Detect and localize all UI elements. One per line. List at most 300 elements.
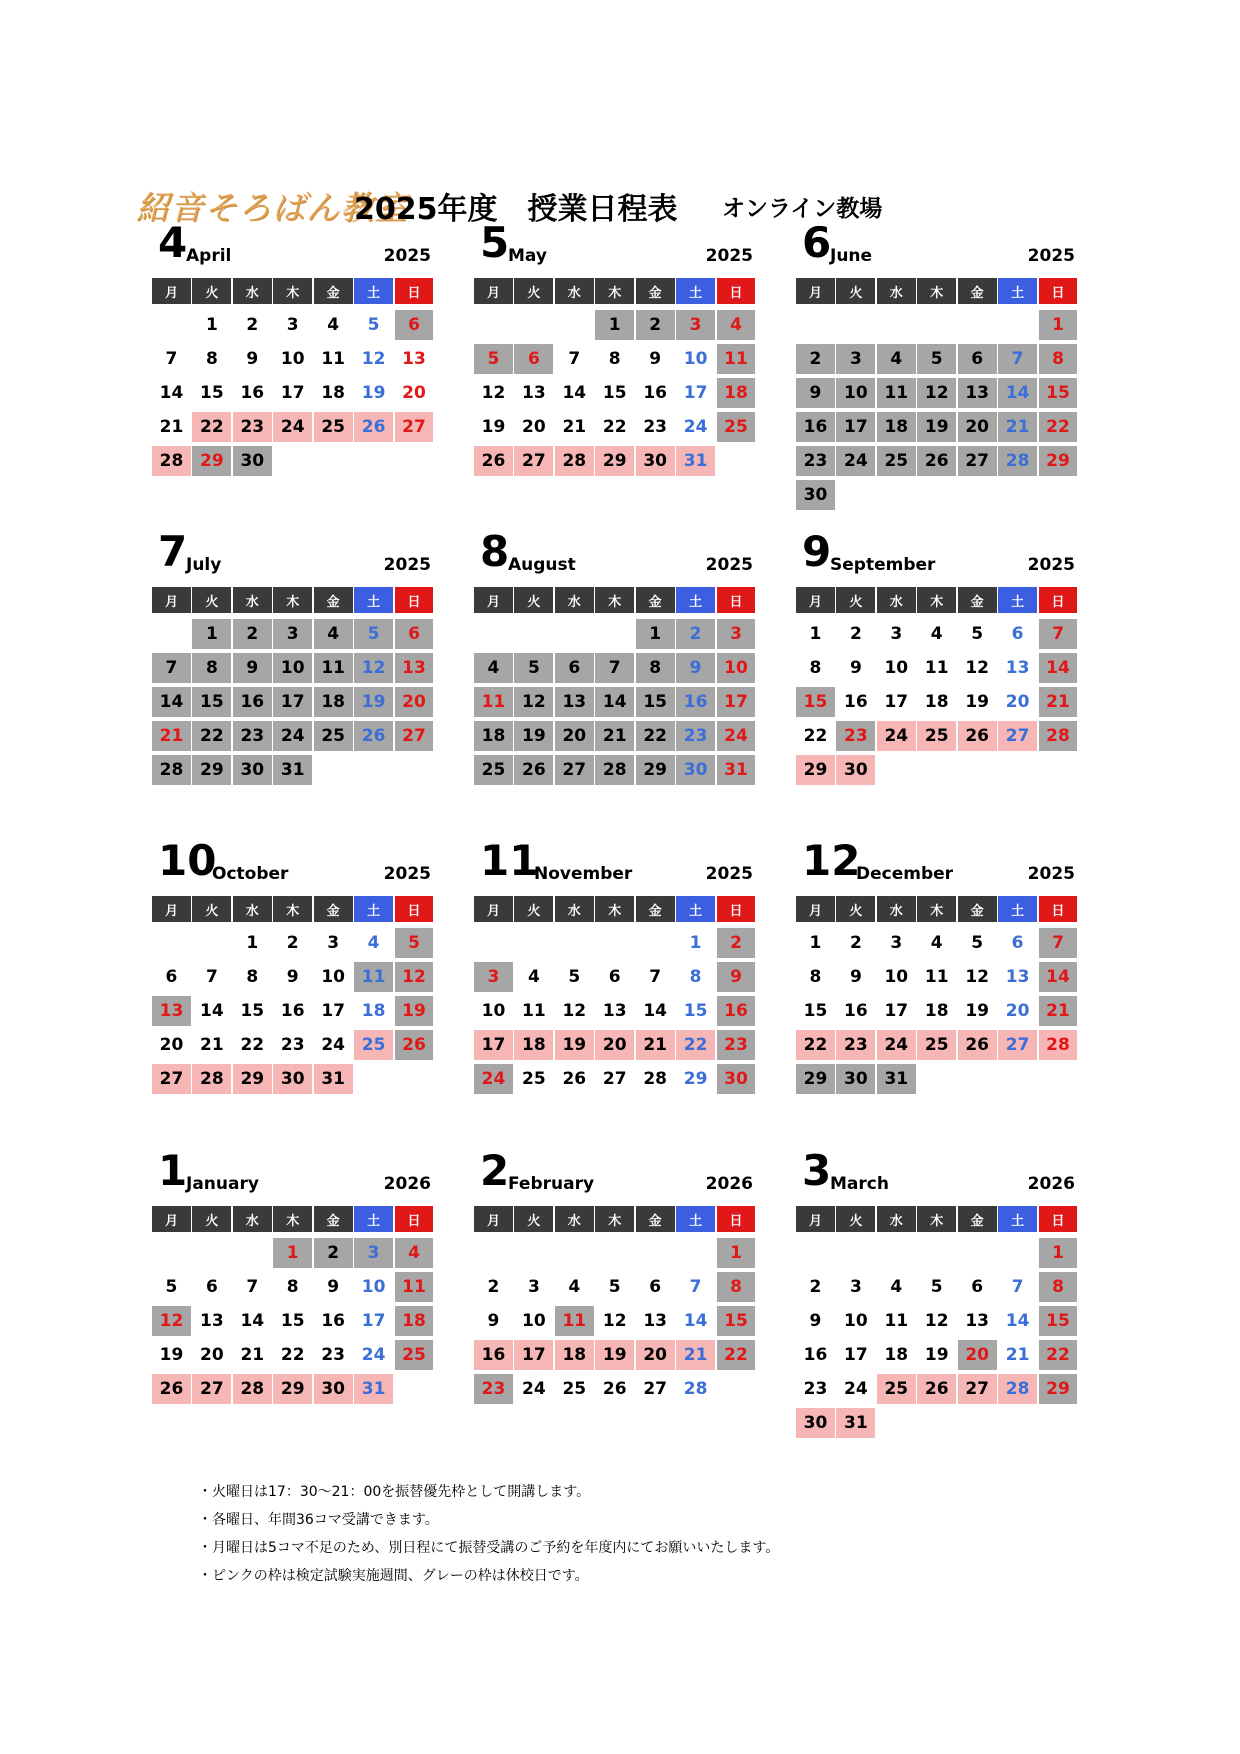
empty-cell bbox=[1039, 755, 1078, 785]
empty-cell bbox=[514, 928, 553, 958]
month-header bbox=[152, 838, 435, 890]
week-row bbox=[796, 310, 1079, 340]
month-november bbox=[474, 838, 757, 1098]
weekday-header: 土 bbox=[354, 896, 393, 922]
day-cell: 24 bbox=[273, 721, 312, 751]
day-cell: 25 bbox=[314, 721, 353, 751]
week-row bbox=[152, 1238, 435, 1268]
week-row bbox=[474, 1306, 757, 1336]
week-row bbox=[796, 962, 1079, 992]
day-cell: 11 bbox=[474, 687, 513, 717]
month-year: 2025 bbox=[705, 246, 753, 266]
day-cell: 5 bbox=[971, 624, 984, 644]
week-row bbox=[474, 928, 757, 958]
weekday-header: 水 bbox=[555, 896, 594, 922]
week-row bbox=[474, 412, 757, 442]
week-row bbox=[474, 755, 757, 785]
day-cell: 28 bbox=[555, 446, 594, 476]
weekday-header: 日 bbox=[1039, 896, 1078, 922]
day-cell: 15 bbox=[200, 383, 224, 403]
day-cell: 8 bbox=[192, 653, 231, 683]
month-year: 2025 bbox=[705, 864, 753, 884]
day-cell: 30 bbox=[233, 755, 272, 785]
day-cell: 2 bbox=[809, 1277, 822, 1297]
weekday-header: 水 bbox=[233, 587, 272, 613]
day-cell: 13 bbox=[602, 1001, 627, 1021]
day-cell: 8 bbox=[1039, 344, 1078, 374]
day-cell: 20 bbox=[1005, 1001, 1030, 1021]
day-cell: 11 bbox=[321, 349, 345, 369]
day-cell: 14 bbox=[683, 1311, 708, 1331]
weekday-header: 土 bbox=[354, 278, 393, 304]
day-cell: 8 bbox=[205, 349, 218, 369]
day-cell: 30 bbox=[836, 755, 875, 785]
day-cell: 13 bbox=[395, 653, 434, 683]
day-cell: 4 bbox=[930, 624, 943, 644]
month-march bbox=[796, 1148, 1079, 1442]
month-header bbox=[152, 220, 435, 272]
week-row bbox=[796, 1030, 1079, 1060]
week-row bbox=[152, 412, 435, 442]
day-cell: 16 bbox=[796, 412, 835, 442]
empty-cell bbox=[877, 310, 916, 340]
day-cell: 4 bbox=[327, 315, 340, 335]
day-cell: 4 bbox=[890, 1277, 903, 1297]
weekday-header: 日 bbox=[395, 1206, 434, 1232]
day-cell: 11 bbox=[877, 378, 916, 408]
day-cell: 22 bbox=[240, 1035, 265, 1055]
empty-cell bbox=[998, 480, 1037, 510]
weekday-header: 月 bbox=[474, 1206, 513, 1232]
week-row bbox=[474, 446, 757, 476]
day-cell: 4 bbox=[717, 310, 756, 340]
day-cell: 13 bbox=[555, 687, 594, 717]
day-cell: 22 bbox=[717, 1340, 756, 1370]
day-cell: 16 bbox=[321, 1311, 345, 1331]
day-cell: 18 bbox=[924, 692, 949, 712]
day-cell: 15 bbox=[717, 1306, 756, 1336]
day-cell: 23 bbox=[233, 721, 272, 751]
weekday-header: 金 bbox=[314, 1206, 353, 1232]
day-cell: 8 bbox=[809, 967, 822, 987]
month-days-grid bbox=[796, 1206, 1079, 1438]
empty-cell bbox=[474, 619, 513, 649]
day-cell: 21 bbox=[152, 721, 191, 751]
empty-cell bbox=[395, 446, 434, 476]
day-cell: 3 bbox=[286, 315, 299, 335]
empty-cell bbox=[192, 1238, 231, 1268]
day-cell: 21 bbox=[595, 721, 634, 751]
empty-cell bbox=[555, 619, 594, 649]
day-cell: 28 bbox=[683, 1379, 708, 1399]
month-year: 2025 bbox=[383, 864, 431, 884]
day-cell: 17 bbox=[361, 1311, 386, 1331]
day-cell: 29 bbox=[233, 1064, 272, 1094]
day-cell: 24 bbox=[273, 412, 312, 442]
weekday-header: 月 bbox=[152, 1206, 191, 1232]
day-cell: 24 bbox=[522, 1379, 546, 1399]
day-cell: 10 bbox=[836, 378, 875, 408]
week-row bbox=[474, 962, 757, 992]
empty-cell bbox=[836, 480, 875, 510]
day-cell: 1 bbox=[689, 933, 702, 953]
week-row bbox=[152, 619, 435, 649]
month-september bbox=[796, 529, 1079, 789]
month-number: 4 bbox=[158, 218, 188, 267]
weekday-header: 金 bbox=[958, 1206, 997, 1232]
day-cell: 7 bbox=[998, 344, 1037, 374]
empty-cell bbox=[636, 1238, 675, 1268]
day-cell: 23 bbox=[643, 417, 667, 437]
day-cell: 9 bbox=[246, 349, 259, 369]
week-row bbox=[474, 1030, 757, 1060]
day-cell: 3 bbox=[354, 1238, 393, 1268]
empty-cell bbox=[595, 928, 634, 958]
empty-cell bbox=[917, 755, 956, 785]
week-row bbox=[474, 1064, 757, 1094]
week-row bbox=[796, 619, 1079, 649]
day-cell: 24 bbox=[683, 417, 708, 437]
weekday-header: 金 bbox=[958, 278, 997, 304]
weekday-header: 月 bbox=[796, 1206, 835, 1232]
day-cell: 27 bbox=[958, 446, 997, 476]
day-cell: 10 bbox=[273, 653, 312, 683]
day-cell: 8 bbox=[636, 653, 675, 683]
empty-cell bbox=[958, 480, 997, 510]
weekday-header: 金 bbox=[636, 896, 675, 922]
weekday-header: 木 bbox=[595, 278, 634, 304]
week-row bbox=[474, 721, 757, 751]
week-row bbox=[474, 687, 757, 717]
day-cell: 28 bbox=[192, 1064, 231, 1094]
empty-cell bbox=[836, 310, 875, 340]
month-name: December bbox=[856, 864, 954, 884]
empty-cell bbox=[958, 1238, 997, 1268]
week-row bbox=[152, 1340, 435, 1370]
month-number: 5 bbox=[480, 218, 510, 267]
month-header bbox=[152, 529, 435, 581]
day-cell: 18 bbox=[555, 1340, 594, 1370]
weekday-header: 木 bbox=[273, 587, 312, 613]
empty-cell bbox=[555, 310, 594, 340]
weekday-header: 木 bbox=[595, 1206, 634, 1232]
day-cell: 12 bbox=[917, 378, 956, 408]
day-cell: 10 bbox=[884, 967, 909, 987]
day-cell: 11 bbox=[924, 967, 949, 987]
month-header bbox=[474, 220, 757, 272]
weekday-header: 日 bbox=[1039, 1206, 1078, 1232]
empty-cell bbox=[998, 310, 1037, 340]
day-cell: 25 bbox=[314, 412, 353, 442]
week-row bbox=[474, 1272, 757, 1302]
day-cell: 22 bbox=[192, 721, 231, 751]
day-cell: 12 bbox=[152, 1306, 191, 1336]
day-cell: 15 bbox=[803, 1001, 828, 1021]
day-cell: 27 bbox=[998, 1030, 1037, 1060]
week-row bbox=[796, 480, 1079, 510]
week-row bbox=[474, 619, 757, 649]
week-row bbox=[474, 996, 757, 1026]
weekday-header: 木 bbox=[273, 896, 312, 922]
week-row bbox=[796, 928, 1079, 958]
day-cell: 24 bbox=[877, 1030, 916, 1060]
weekday-header: 火 bbox=[192, 278, 231, 304]
weekday-header-row bbox=[474, 587, 757, 613]
day-cell: 18 bbox=[474, 721, 513, 751]
week-row bbox=[796, 996, 1079, 1026]
day-cell: 27 bbox=[998, 721, 1037, 751]
day-cell: 17 bbox=[884, 1001, 909, 1021]
week-row bbox=[152, 344, 435, 374]
day-cell: 6 bbox=[395, 619, 434, 649]
day-cell: 1 bbox=[273, 1238, 312, 1268]
day-cell: 7 bbox=[205, 967, 218, 987]
day-cell: 21 bbox=[998, 412, 1037, 442]
week-row bbox=[796, 687, 1079, 717]
day-cell: 20 bbox=[636, 1340, 675, 1370]
empty-cell bbox=[354, 755, 393, 785]
day-cell: 30 bbox=[796, 1408, 835, 1438]
month-august bbox=[474, 529, 757, 789]
day-cell: 13 bbox=[522, 383, 546, 403]
week-row bbox=[152, 446, 435, 476]
month-name: November bbox=[534, 864, 633, 884]
day-cell: 2 bbox=[636, 310, 675, 340]
day-cell: 13 bbox=[402, 349, 426, 369]
day-cell: 3 bbox=[849, 1277, 862, 1297]
day-cell: 2 bbox=[676, 619, 715, 649]
day-cell: 7 bbox=[595, 653, 634, 683]
day-cell: 2 bbox=[717, 928, 756, 958]
weekday-header: 水 bbox=[233, 896, 272, 922]
day-cell: 24 bbox=[717, 721, 756, 751]
day-cell: 7 bbox=[165, 349, 178, 369]
day-cell: 12 bbox=[395, 962, 434, 992]
weekday-header: 月 bbox=[474, 896, 513, 922]
day-cell: 6 bbox=[514, 344, 553, 374]
day-cell: 1 bbox=[192, 619, 231, 649]
empty-cell bbox=[273, 446, 312, 476]
week-row bbox=[152, 1030, 435, 1060]
empty-cell bbox=[192, 928, 231, 958]
month-name: January bbox=[186, 1174, 259, 1194]
day-cell: 25 bbox=[354, 1030, 393, 1060]
weekday-header: 火 bbox=[192, 896, 231, 922]
month-year: 2025 bbox=[1027, 555, 1075, 575]
weekday-header-row bbox=[474, 896, 757, 922]
day-cell: 30 bbox=[273, 1064, 312, 1094]
day-cell: 20 bbox=[522, 417, 546, 437]
weekday-header: 月 bbox=[474, 278, 513, 304]
week-row bbox=[152, 1272, 435, 1302]
week-row bbox=[474, 310, 757, 340]
weekday-header: 水 bbox=[877, 278, 916, 304]
week-row bbox=[474, 1238, 757, 1268]
month-number: 9 bbox=[802, 527, 832, 576]
day-cell: 4 bbox=[568, 1277, 581, 1297]
weekday-header: 日 bbox=[717, 587, 756, 613]
week-row bbox=[796, 344, 1079, 374]
day-cell: 8 bbox=[1039, 1272, 1078, 1302]
day-cell: 15 bbox=[636, 687, 675, 717]
week-row bbox=[152, 687, 435, 717]
weekday-header: 土 bbox=[998, 587, 1037, 613]
day-cell: 9 bbox=[809, 1311, 822, 1331]
day-cell: 20 bbox=[395, 687, 434, 717]
day-cell: 6 bbox=[395, 310, 434, 340]
day-cell: 2 bbox=[796, 344, 835, 374]
day-cell: 30 bbox=[314, 1374, 353, 1404]
day-cell: 3 bbox=[890, 933, 903, 953]
day-cell: 27 bbox=[643, 1379, 667, 1399]
day-cell: 23 bbox=[676, 721, 715, 751]
weekday-header: 土 bbox=[676, 1206, 715, 1232]
day-cell: 7 bbox=[1039, 928, 1078, 958]
day-cell: 24 bbox=[321, 1035, 345, 1055]
day-cell: 29 bbox=[796, 755, 835, 785]
day-cell: 28 bbox=[998, 1374, 1037, 1404]
day-cell: 26 bbox=[354, 412, 393, 442]
day-cell: 8 bbox=[689, 967, 702, 987]
weekday-header: 水 bbox=[233, 1206, 272, 1232]
weekday-header-row bbox=[796, 896, 1079, 922]
day-cell: 13 bbox=[965, 1311, 989, 1331]
month-days-grid bbox=[152, 1206, 435, 1404]
month-header bbox=[796, 220, 1079, 272]
day-cell: 25 bbox=[522, 1069, 546, 1089]
day-cell: 21 bbox=[562, 417, 587, 437]
day-cell: 27 bbox=[555, 755, 594, 785]
empty-cell bbox=[474, 1238, 513, 1268]
week-row bbox=[152, 378, 435, 408]
empty-cell bbox=[998, 755, 1037, 785]
day-cell: 16 bbox=[803, 1345, 828, 1365]
empty-cell bbox=[152, 1238, 191, 1268]
month-header bbox=[474, 529, 757, 581]
day-cell: 15 bbox=[796, 687, 835, 717]
weekday-header: 日 bbox=[395, 278, 434, 304]
day-cell: 13 bbox=[958, 378, 997, 408]
month-name: June bbox=[830, 246, 873, 266]
weekday-header: 水 bbox=[233, 278, 272, 304]
day-cell: 24 bbox=[877, 721, 916, 751]
month-number: 1 bbox=[158, 1146, 188, 1195]
day-cell: 30 bbox=[836, 1064, 875, 1094]
day-cell: 13 bbox=[643, 1311, 667, 1331]
empty-cell bbox=[796, 1238, 835, 1268]
day-cell: 14 bbox=[200, 1001, 224, 1021]
weekday-header: 金 bbox=[958, 587, 997, 613]
week-row bbox=[152, 1064, 435, 1094]
weekday-header: 月 bbox=[152, 278, 191, 304]
weekday-header: 金 bbox=[958, 896, 997, 922]
note-4: ・ピンクの枠は検定試験実施週間、グレーの枠は休校日です。 bbox=[198, 1568, 589, 1584]
month-january bbox=[152, 1148, 435, 1408]
month-july bbox=[152, 529, 435, 789]
month-number: 12 bbox=[802, 836, 861, 885]
day-cell: 27 bbox=[395, 721, 434, 751]
day-cell: 21 bbox=[240, 1345, 265, 1365]
day-cell: 23 bbox=[836, 1030, 875, 1060]
day-cell: 29 bbox=[1039, 1374, 1078, 1404]
weekday-header: 木 bbox=[917, 278, 956, 304]
weekday-header: 土 bbox=[998, 1206, 1037, 1232]
week-row bbox=[152, 1374, 435, 1404]
empty-cell bbox=[958, 1408, 997, 1438]
day-cell: 11 bbox=[924, 658, 949, 678]
day-cell: 11 bbox=[884, 1311, 909, 1331]
month-days-grid bbox=[152, 278, 435, 476]
empty-cell bbox=[877, 1238, 916, 1268]
day-cell: 31 bbox=[676, 446, 715, 476]
weekday-header: 金 bbox=[314, 587, 353, 613]
day-cell: 13 bbox=[152, 996, 191, 1026]
week-row bbox=[796, 1340, 1079, 1370]
day-cell: 1 bbox=[809, 933, 822, 953]
day-cell: 5 bbox=[367, 315, 380, 335]
day-cell: 24 bbox=[836, 446, 875, 476]
weekday-header: 火 bbox=[192, 587, 231, 613]
weekday-header: 木 bbox=[595, 587, 634, 613]
week-row bbox=[474, 1340, 757, 1370]
month-name: March bbox=[830, 1174, 889, 1194]
day-cell: 6 bbox=[555, 653, 594, 683]
weekday-header: 木 bbox=[273, 278, 312, 304]
empty-cell bbox=[555, 928, 594, 958]
day-cell: 27 bbox=[602, 1069, 627, 1089]
day-cell: 12 bbox=[514, 687, 553, 717]
day-cell: 18 bbox=[884, 1345, 909, 1365]
weekday-header: 日 bbox=[1039, 278, 1078, 304]
day-cell: 3 bbox=[273, 619, 312, 649]
day-cell: 28 bbox=[1039, 721, 1078, 751]
day-cell: 25 bbox=[717, 412, 756, 442]
day-cell: 22 bbox=[803, 726, 828, 746]
empty-cell bbox=[514, 1238, 553, 1268]
day-cell: 18 bbox=[924, 1001, 949, 1021]
day-cell: 26 bbox=[152, 1374, 191, 1404]
day-cell: 11 bbox=[354, 962, 393, 992]
day-cell: 18 bbox=[395, 1306, 434, 1336]
month-days-grid bbox=[796, 587, 1079, 785]
day-cell: 2 bbox=[246, 315, 259, 335]
day-cell: 14 bbox=[1005, 1311, 1030, 1331]
day-cell: 2 bbox=[849, 933, 862, 953]
weekday-header-row bbox=[152, 896, 435, 922]
day-cell: 21 bbox=[676, 1340, 715, 1370]
day-cell: 18 bbox=[314, 687, 353, 717]
month-days-grid bbox=[474, 1206, 757, 1404]
day-cell: 24 bbox=[844, 1379, 868, 1399]
day-cell: 8 bbox=[286, 1277, 299, 1297]
day-cell: 16 bbox=[474, 1340, 513, 1370]
day-cell: 26 bbox=[958, 1030, 997, 1060]
day-cell: 10 bbox=[321, 967, 345, 987]
day-cell: 8 bbox=[246, 967, 259, 987]
month-number: 3 bbox=[802, 1146, 832, 1195]
day-cell: 26 bbox=[917, 446, 956, 476]
day-cell: 18 bbox=[717, 378, 756, 408]
day-cell: 17 bbox=[844, 1345, 868, 1365]
day-cell: 29 bbox=[273, 1374, 312, 1404]
day-cell: 23 bbox=[836, 721, 875, 751]
day-cell: 6 bbox=[1011, 933, 1024, 953]
day-cell: 18 bbox=[877, 412, 916, 442]
day-cell: 7 bbox=[1011, 1277, 1024, 1297]
day-cell: 12 bbox=[354, 653, 393, 683]
week-row bbox=[796, 1408, 1079, 1438]
week-row bbox=[796, 412, 1079, 442]
